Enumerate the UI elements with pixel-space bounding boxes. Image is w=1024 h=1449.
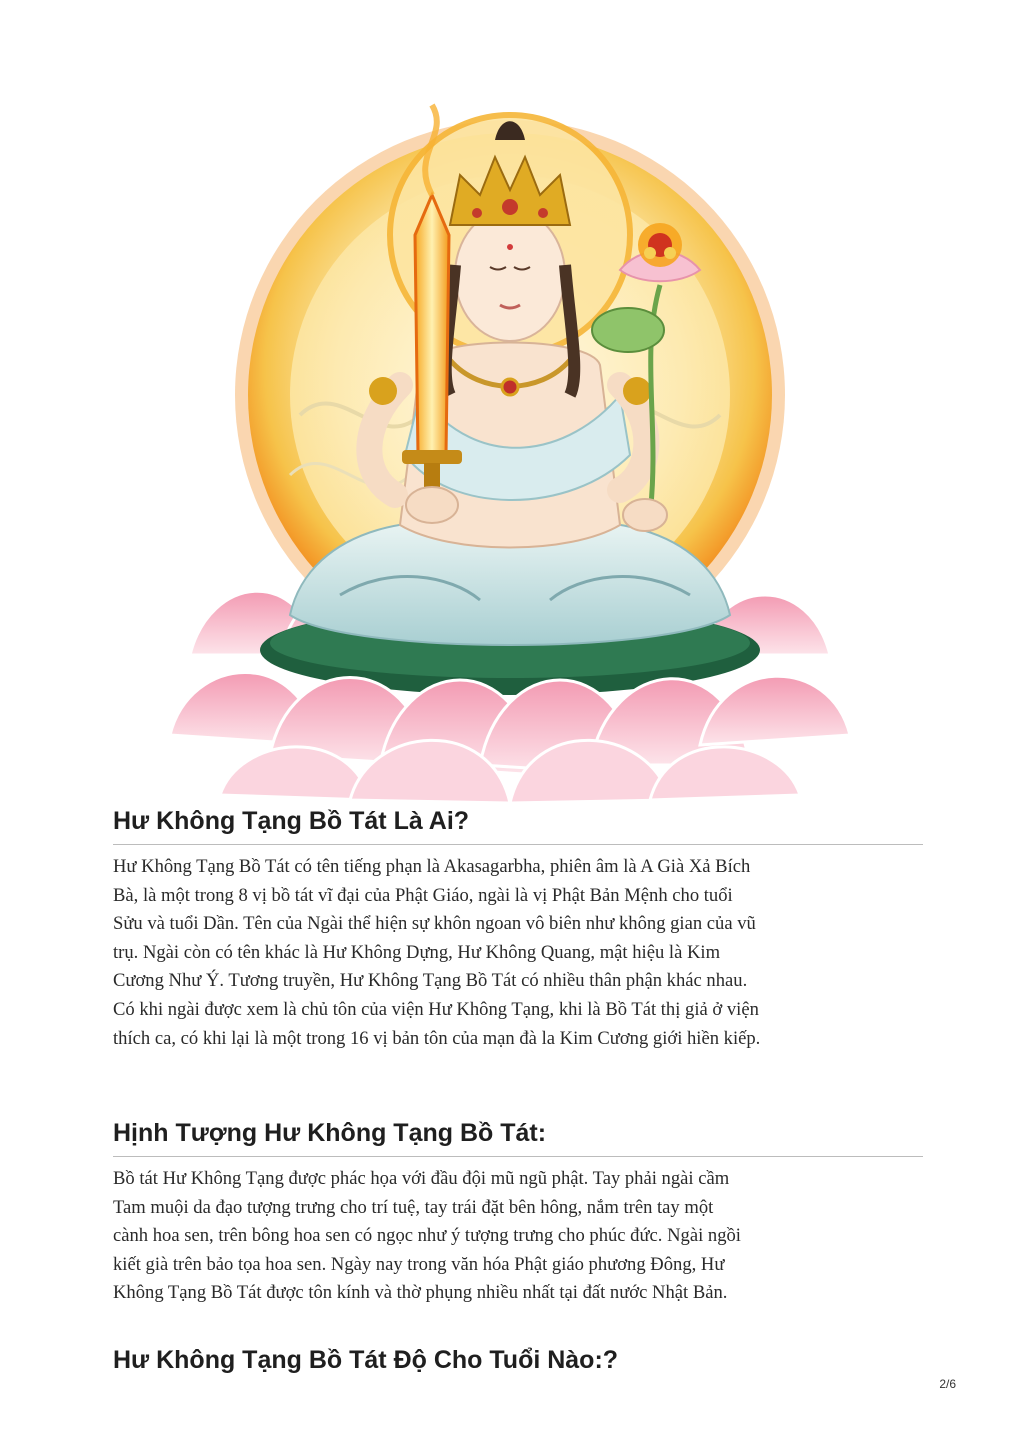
text-line: Hư Không Tạng Bồ Tát có tên tiếng phạn là Akasagarbha, phiên âm là A Già Xả Bích xyxy=(113,856,751,877)
page-number: 2/6 xyxy=(939,1377,956,1391)
text-line: thích ca, có khi lại là một trong 16 vị bản tôn của mạn đà la Kim Cương giới hiền kiếp. xyxy=(113,1027,761,1049)
text-line: Cương Như Ý. Tương truyền, Hư Không Tạng Bồ Tát có nhiều thân phận khác nhau. xyxy=(113,970,748,992)
text-line: Tam muội da đạo tượng trưng cho trí tuệ, tay trái đặt bên hông, nắm trên tay một xyxy=(113,1196,714,1218)
bodhisattva-image xyxy=(150,95,870,805)
section-divider xyxy=(113,844,923,845)
text-line: Bà, là một trong 8 vị bồ tát vĩ đại của Phật Giáo, ngài là vị Phật Bản Mệnh cho tuổi xyxy=(113,884,733,906)
section-heading-zodiac: Hư Không Tạng Bồ Tát Độ Cho Tuổi Nào:? xyxy=(113,1346,619,1374)
text-line: Bồ tát Hư Không Tạng được phác họa với đầu đội mũ ngũ phật. Tay phải ngài cầm xyxy=(113,1168,730,1189)
text-line: kiết già trên bảo tọa hoa sen. Ngày nay trong văn hóa Phật giáo phương Đông, Hư xyxy=(113,1253,725,1275)
section-paragraph-who xyxy=(113,853,933,1053)
text-line: Không Tạng Bồ Tát được tôn kính và thờ phụng nhiều nhất tại đất nước Nhật Bản. xyxy=(113,1282,728,1304)
bodhisattva-illustration xyxy=(150,95,870,805)
section-paragraph-image xyxy=(113,1165,933,1308)
text-line: cành hoa sen, trên bông hoa sen có ngọc như ý tượng trưng cho phúc đức. Ngài ngồi xyxy=(113,1225,741,1247)
text-line: trụ. Ngài còn có tên khác là Hư Không Dựng, Hư Không Quang, mật hiệu là Kim xyxy=(113,941,721,963)
section-divider xyxy=(113,1156,923,1157)
text-line: Sửu và tuổi Dần. Tên của Ngài thể hiện sự khôn ngoan vô biên như không gian của vũ xyxy=(113,913,756,935)
section-heading-who: Hư Không Tạng Bồ Tát Là Ai? xyxy=(113,807,470,835)
section-heading-image: Hịnh Tượng Hư Không Tạng Bồ Tát: xyxy=(113,1119,547,1147)
text-line: Có khi ngài được xem là chủ tôn của viện Hư Không Tạng, khi là Bồ Tát thị giả ở viện xyxy=(113,998,759,1020)
